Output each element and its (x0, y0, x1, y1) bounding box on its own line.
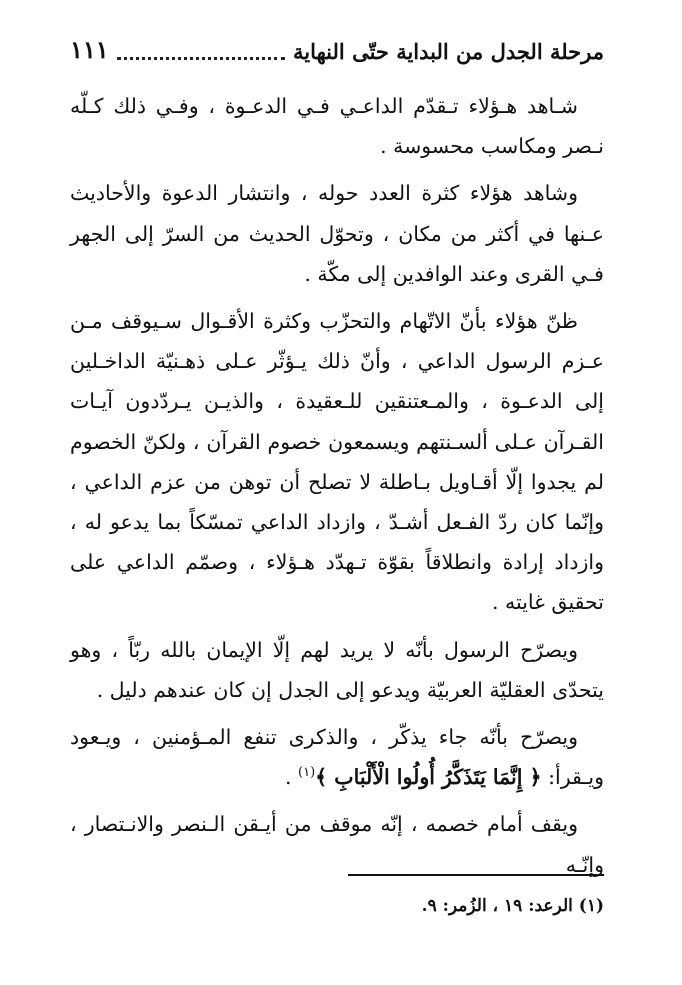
verse-paragraph: ويصرّح بأنّه جاء يذكّر ، والذكرى تنفع المـؤمنين ، ويـعود ويـقرأ: ﴿ إِنَّمَا يَتَذَكَّرُ أُولُوا الْأَلْبَابِ ﴾$^{(١)}$ . (70, 725, 604, 790)
paragraph: ويصرّح الرسول بأنّه لا يريد لهم إلّا الإيمان بالله ربّاً ، وهو يتحدّى العقليّة العربيّة ويدعو إلى الجدل إن كان عندهم دليل . (70, 637, 604, 702)
running-title: مرحلة الجدل من البداية حتّى النهاية (293, 39, 604, 64)
paragraph: وشاهد هؤلاء كثرة العدد حوله ، وانتشار الدعوة والأحاديث عـنها في أكثر من مكان ، وتحوّل الحديث من السرّ إلى الجهر فـي القرى وعند الوافدين إلى مكّة . (70, 181, 604, 286)
paragraph: ظنّ هؤلاء بأنّ الاتّهام والتحزّب وكثرة الأقـوال سـيوقف مـن عـزم الرسول الداعي ، وأنّ ذلك يـؤثّر عـلى ذهـنيّة الداخـلين إلى الدعـوة ، والمـعتنقين للـعقيدة ، والذيـن يـردّدون آيـات القـرآن عـلى ألسـنتهم ويسمعون خصوم القرآن ، ولكنّ الخصوم لم يجدوا إلّا أقـاويل بـاطلة لا تصلح أن توهن من عزم الداعي ، وإنّما كان ردّ الفـعل أشـدّ ، وازداد الداعي تمسّكاً بما يدعو له ، وازداد إرادة وانطلاقاً بقوّة تـهدّد هـؤلاء ، وصمّم الداعي على تحقيق غايته . (70, 309, 604, 615)
page-number: ١١١ (70, 35, 109, 64)
footnote: (١) الرعد: ١٩ ، الزُمر: ٩. (421, 896, 604, 916)
verse-lead: ويصرّح بأنّه جاء يذكّر ، والذكرى تنفع المـؤمنين ، ويـعود ويـقرأ: (70, 725, 604, 790)
quran-verse: ﴿ إِنَّمَا يَتَذَكَّرُ أُولُوا الْأَلْبَابِ ﴾ (315, 765, 542, 790)
paragraph: ويقف أمام خصمه ، إنّه موقف من أيـقن الـنصر والانـتصار ، وإنّـه (70, 812, 604, 877)
footnote-divider (348, 874, 604, 876)
paragraph: شـاهد هـؤلاء تـقدّم الداعـي فـي الدعـوة ، وفـي ذلك كـلّه نـصر ومكاسب محسوسة . (70, 94, 604, 159)
leader-dots (117, 57, 285, 60)
footnote-marker[interactable]: (١) (298, 765, 316, 781)
page-header (70, 28, 604, 64)
body-text (70, 86, 604, 892)
